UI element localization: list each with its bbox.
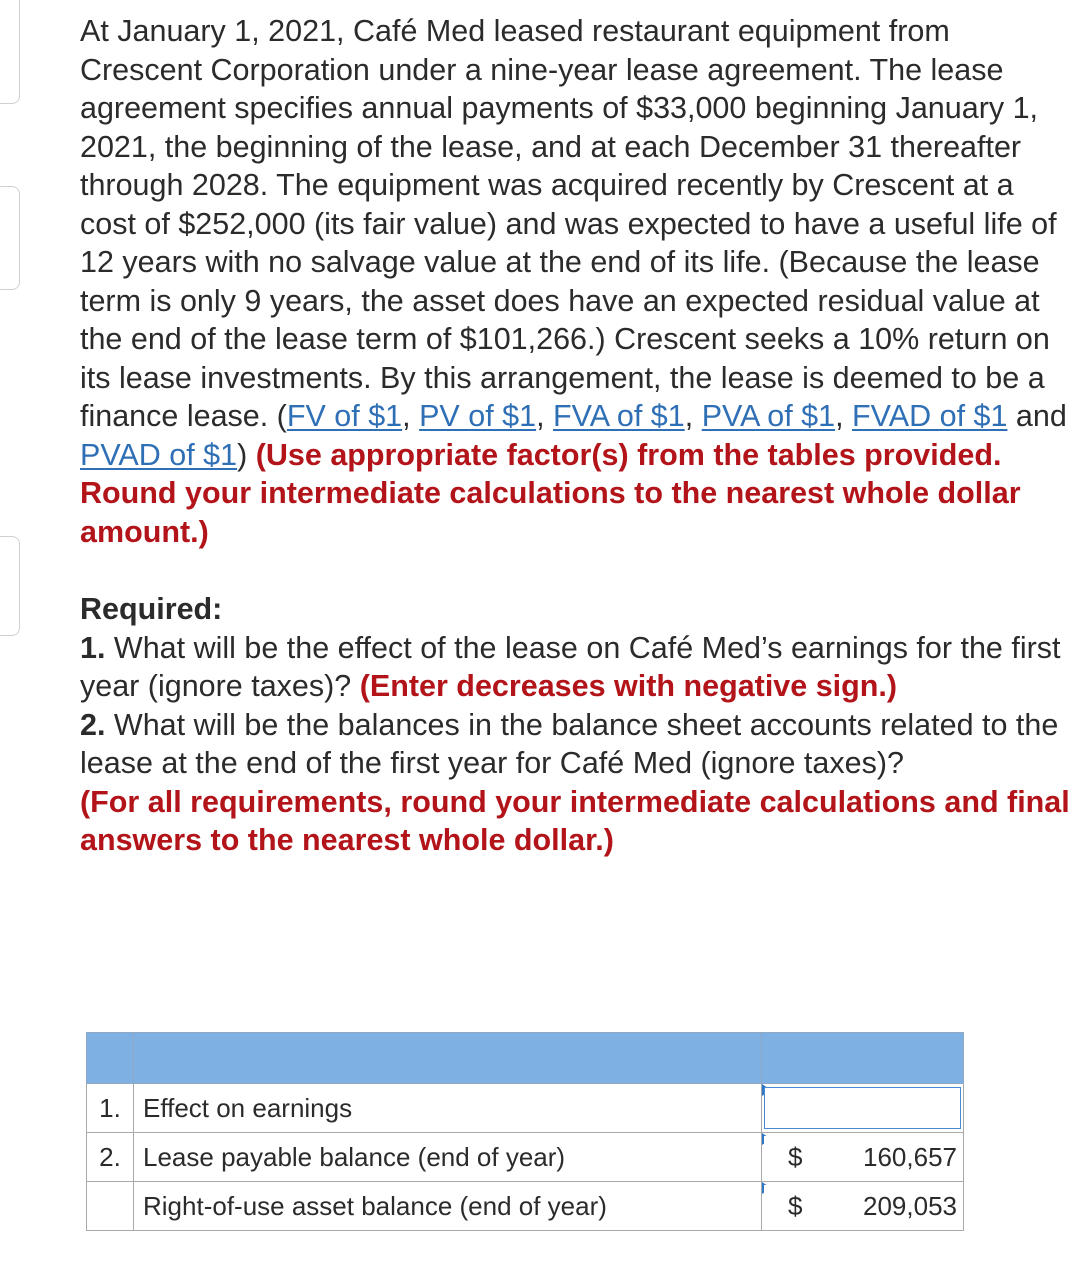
answer-table <box>86 1032 964 1231</box>
left-edge-tab-3 <box>0 536 20 636</box>
lease-payable-input[interactable] <box>764 1136 961 1178</box>
header-cell-num <box>87 1033 134 1084</box>
currency-symbol: $ <box>788 1141 803 1172</box>
row-label: Lease payable balance (end of year) <box>134 1133 762 1182</box>
fva-of-1-link[interactable]: FVA of $1 <box>553 399 685 433</box>
right-of-use-input[interactable] <box>764 1185 961 1227</box>
question-2 <box>80 706 1070 783</box>
fv-of-1-link[interactable]: FV of $1 <box>286 399 403 433</box>
row-label: Right-of-use asset balance (end of year) <box>134 1182 762 1231</box>
pvad-of-1-link[interactable]: PVAD of $1 <box>80 437 238 472</box>
table-row <box>87 1084 964 1133</box>
required-heading: Required: <box>80 592 223 626</box>
question-1-number: 1. <box>80 630 106 665</box>
pv-of-1-link[interactable]: PV of $1 <box>419 399 537 433</box>
row-label: Effect on earnings <box>134 1084 762 1133</box>
pva-of-1-link[interactable]: PVA of $1 <box>701 399 836 433</box>
effect-on-earnings-input[interactable] <box>764 1087 961 1129</box>
row-number: 2. <box>87 1133 134 1182</box>
lease-payable-value: 160,657 <box>863 1141 957 1172</box>
question-content <box>80 12 1070 860</box>
effect-on-earnings-cell <box>762 1084 964 1133</box>
left-edge-tab-2 <box>0 186 20 290</box>
table-header-row <box>87 1033 964 1084</box>
table-row <box>87 1182 964 1231</box>
header-cell-value <box>762 1033 964 1084</box>
problem-statement: At January 1, 2021, Café Med leased restaurant equipment from Crescent Corporation under a nine-year lease agreement. The lease agreement specifies annual payments of $33,000 beginning January 1, 2021, the beginning of the lease, and at each December 31 thereafter through 2028. The equipment was acquired recently by Crescent at a cost of $252,000 (its fair value) and was expected to have a useful life of 12 years with no salvage value at the end of its life. (Because the lease term is only 9 years, the asset does have an expected residual value at the end of the lease term of $101,266.) Crescent seeks a 10% return on its lease investments. By this arrangement, the lease is deemed to be a finance lease. (FV of $1, PV of $1, FVA of $1, PVA of $1, FVAD of $1 and PVAD of $1) (Use appropriate factor(s) from the tables provided. Round your intermediate calculations to the nearest whole dollar amount.) <box>80 14 1067 549</box>
row-number <box>87 1182 134 1231</box>
question-1-instruction: (Enter decreases with negative sign.) <box>359 669 898 703</box>
left-edge-tab-1 <box>0 0 20 104</box>
question-1-text: What will be the effect of the lease on Café Med’s earnings for the first year (ignore taxes)? <box>80 630 1061 703</box>
question-1 <box>80 629 1070 706</box>
lease-payable-cell <box>762 1133 964 1182</box>
problem-intro: At January 1, 2021, Café Med leased restaurant equipment from Crescent Corporation under a nine-year lease agreement. The lease agreement specifies annual payments of $33,000 beginning January 1, 2021, the beginning of the lease, and at each December 31 thereafter through 2028. The equipment was acquired recently by Crescent at a cost of $252,000 (its fair value) and was expected to have a useful life of 12 years with no salvage value at the end of its life. (Because the lease term is only 9 years, the asset does have an expected residual value at the end of the lease term of $101,266.) Crescent seeks a 10% return on its lease investments. By this arrangement, the lease is deemed to be a finance lease. ( <box>80 14 1057 433</box>
fvad-of-1-link[interactable]: FVAD of $1 <box>852 399 1008 433</box>
header-cell-label <box>134 1033 762 1084</box>
currency-symbol: $ <box>788 1190 803 1221</box>
right-of-use-cell <box>762 1182 964 1231</box>
problem-instruction: (Use appropriate factor(s) from the tables provided. Round your intermediate calculations to the nearest whole dollar amount.) <box>80 437 1021 549</box>
question-2-text: What will be the balances in the balance sheet accounts related to the lease at the end of the first year for Café Med (ignore taxes)? <box>80 707 1059 780</box>
table-row <box>87 1133 964 1182</box>
right-of-use-value: 209,053 <box>863 1190 957 1221</box>
row-number: 1. <box>87 1084 134 1133</box>
question-2-number: 2. <box>80 707 106 742</box>
rounding-note: (For all requirements, round your intermediate calculations and final answers to the nearest whole dollar.) <box>80 784 1070 857</box>
